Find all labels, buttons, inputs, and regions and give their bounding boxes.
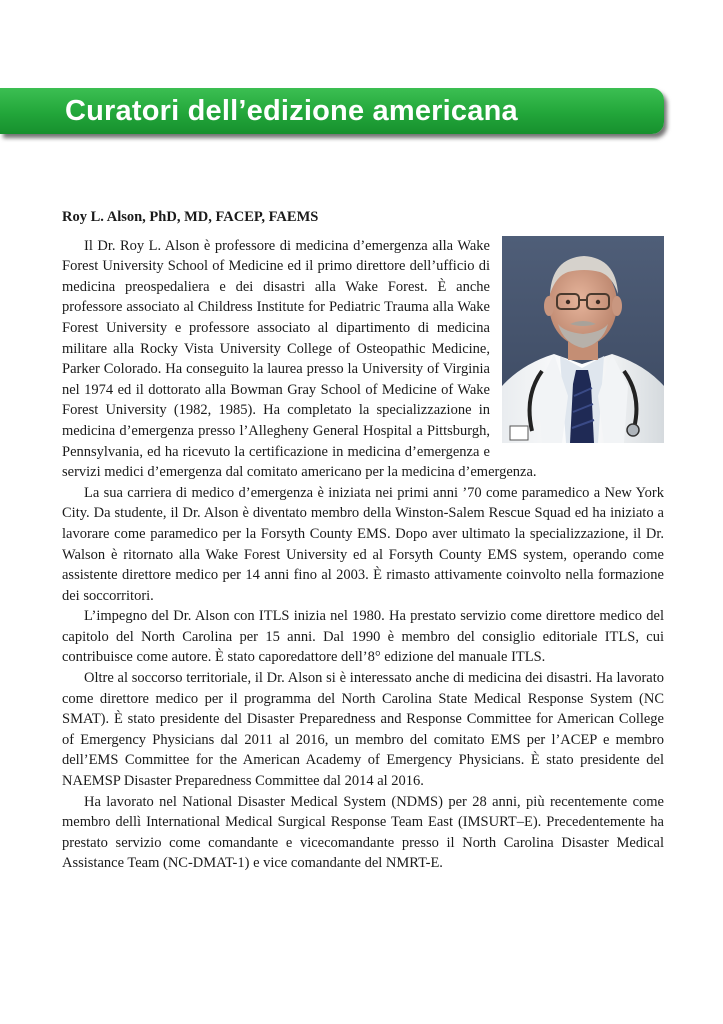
bio-paragraph: La sua carriera di medico d’emergenza è iniziata nei primi anni ’70 come paramedico a New York City. Da studente, il Dr. Alson è diventato membro della Winston-Salem Rescue Squad ed ha iniziato a lavorare come paramedico per la Forsyth County EMS. Dopo aver ultimato la specializzazione, il Dr. Walson è ritornato alla Wake Forest University ed al Forsyth County EMS system, operando come assistente direttore medico per 14 anni fino al 2003. È rimasto attivamente coinvolto nella formazione dei soccorritori. <box>62 484 664 604</box>
section-title-banner <box>0 88 664 134</box>
bio-paragraph: Ha lavorato nel National Disaster Medical System (NDMS) per 28 anni, più recentemente come membro dellì International Medical Surgical Response Team East (IMSURT–E). Precedentemente ha prestato servizio come comandante e vicecomandante presso il North Carolina Disaster Medical Assistance Team (NC-DMAT-1) e vice comandante del NMRT-E. <box>62 793 664 872</box>
portrait-photo-icon <box>502 236 664 443</box>
page-title: Curatori dell’edizione americana <box>65 95 518 127</box>
bio-paragraph: Il Dr. Roy L. Alson è professore di medicina d’emergenza alla Wake Forest University School of Medicine ed il primo direttore dell’ufficio di medicina preospedaliera e dei disastri alla Wake Forest. È anche professore associato al Childress Institute for Pediatric Trauma alla Wake Forest University e professore associato al dipartimento di medicina militare alla Rocky Vista University College of Osteopathic Medicine, Parker Colorado. Ha conseguito la laurea presso la University of Virginia nel 1974 ed il dottorato alla Bowman Gray School of Medicine of Wake Forest University (1982, 1985). Ha completato la specializzazione in medicina d’emergenza presso l’Allegheny General Hospital a Pittsburgh, Pennsylvania, ed ha ricevuto la certificazione in medicina d’emergenza e servizi medici d’emergenza dal comitato americano per la medicina d’emergenza. <box>62 237 537 481</box>
author-bio <box>62 207 664 874</box>
bio-paragraph: L’impegno del Dr. Alson con ITLS inizia nel 1980. Ha prestato servizio come direttore medico del capitolo del North Carolina per 15 anni. Dal 1990 è membro del consiglio editoriale ITLS, cui contribuisce come autore. È stato caporedattore dell’8° edizione del manuale ITLS. <box>62 608 664 666</box>
author-name: Roy L. Alson, PhD, MD, FACEP, FAEMS <box>62 209 319 225</box>
author-photo <box>502 236 664 443</box>
bio-paragraph: Oltre al soccorso territoriale, il Dr. Alson si è interessato anche di medicina dei disastri. Ha lavorato come direttore medico per il programma del North Carolina State Medical Response System (NC SMAT). È stato presidente del Disaster Preparedness and Response Committee for American College of Emergency Physicians dal 2011 al 2016, un membro del comitato EMS per l’ACEP e membro dell’EMS Committee for the American Academy of Emergency Physicians. È stato presidente del NAEMSP Disaster Preparedness Committee dal 2014 al 2016. <box>62 670 664 790</box>
